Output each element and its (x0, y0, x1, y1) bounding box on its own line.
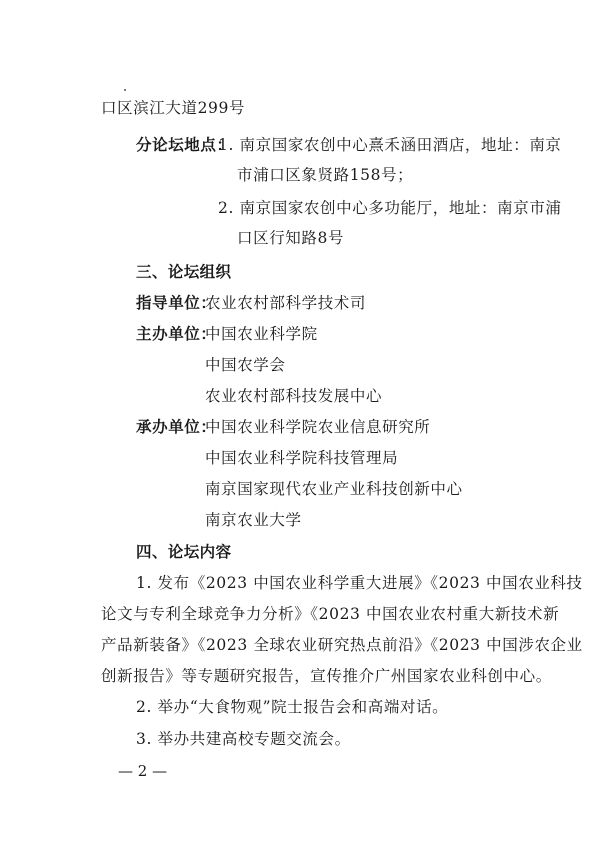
guide-unit: 农业农村部科学技术司 (205, 294, 367, 312)
page-number: — 2 — (118, 762, 168, 780)
sub-venue-1-line1: 1. 南京国家农创中心熹禾涵田酒店，地址：南京 (218, 136, 562, 154)
content-item-3: 3. 举办共建高校专题交流会。 (136, 730, 351, 748)
sub-venue-2-line1: 2. 南京国家农创中心多功能厅，地址：南京市浦 (218, 199, 562, 217)
content-item-2: 2. 举办“大食物观”院士报告会和高端对话。 (136, 698, 449, 716)
host-unit-1: 中国农业科学院 (205, 325, 318, 343)
section-4-heading: 四、论坛内容 (136, 543, 232, 561)
section-3-heading: 三、论坛组织 (136, 263, 232, 281)
sub-venue-label: 分论坛地点： (136, 136, 233, 154)
organizer-unit-4: 南京农业大学 (205, 511, 302, 529)
content-item-1-line1: 1. 发布《2023 中国农业科学重大进展》《2023 中国农业科技 (136, 574, 583, 592)
content-item-1-line3: 产品新装备》《2023 全球农业研究热点前沿》《2023 中国涉农企业 (101, 636, 583, 654)
organizer-unit-2: 中国农业科学院科技管理局 (205, 449, 399, 467)
host-unit-2: 中国农学会 (205, 356, 286, 374)
sub-venue-1-line2: 市浦口区象贤路158号； (237, 166, 414, 184)
main-venue-continuation: 口区滨江大道299号 (101, 99, 246, 117)
sub-venue-2-line2: 口区行知路8号 (237, 229, 345, 247)
scan-speck (124, 89, 126, 91)
organizer-unit-3: 南京国家现代农业产业科技创新中心 (205, 480, 463, 498)
guide-unit-label: 指导单位： (136, 294, 217, 312)
content-item-1-line4: 创新报告》等专题研究报告，宣传推介广州国家农业科创中心。 (101, 667, 552, 685)
organizer-unit-label: 承办单位： (136, 418, 217, 436)
host-unit-label: 主办单位： (136, 325, 217, 343)
content-item-1-line2: 论文与专利全球竞争力分析》《2023 中国农业农村重大新技术新 (101, 605, 560, 623)
organizer-unit-1: 中国农业科学院农业信息研究所 (205, 418, 431, 436)
host-unit-3: 农业农村部科技发展中心 (205, 387, 383, 405)
